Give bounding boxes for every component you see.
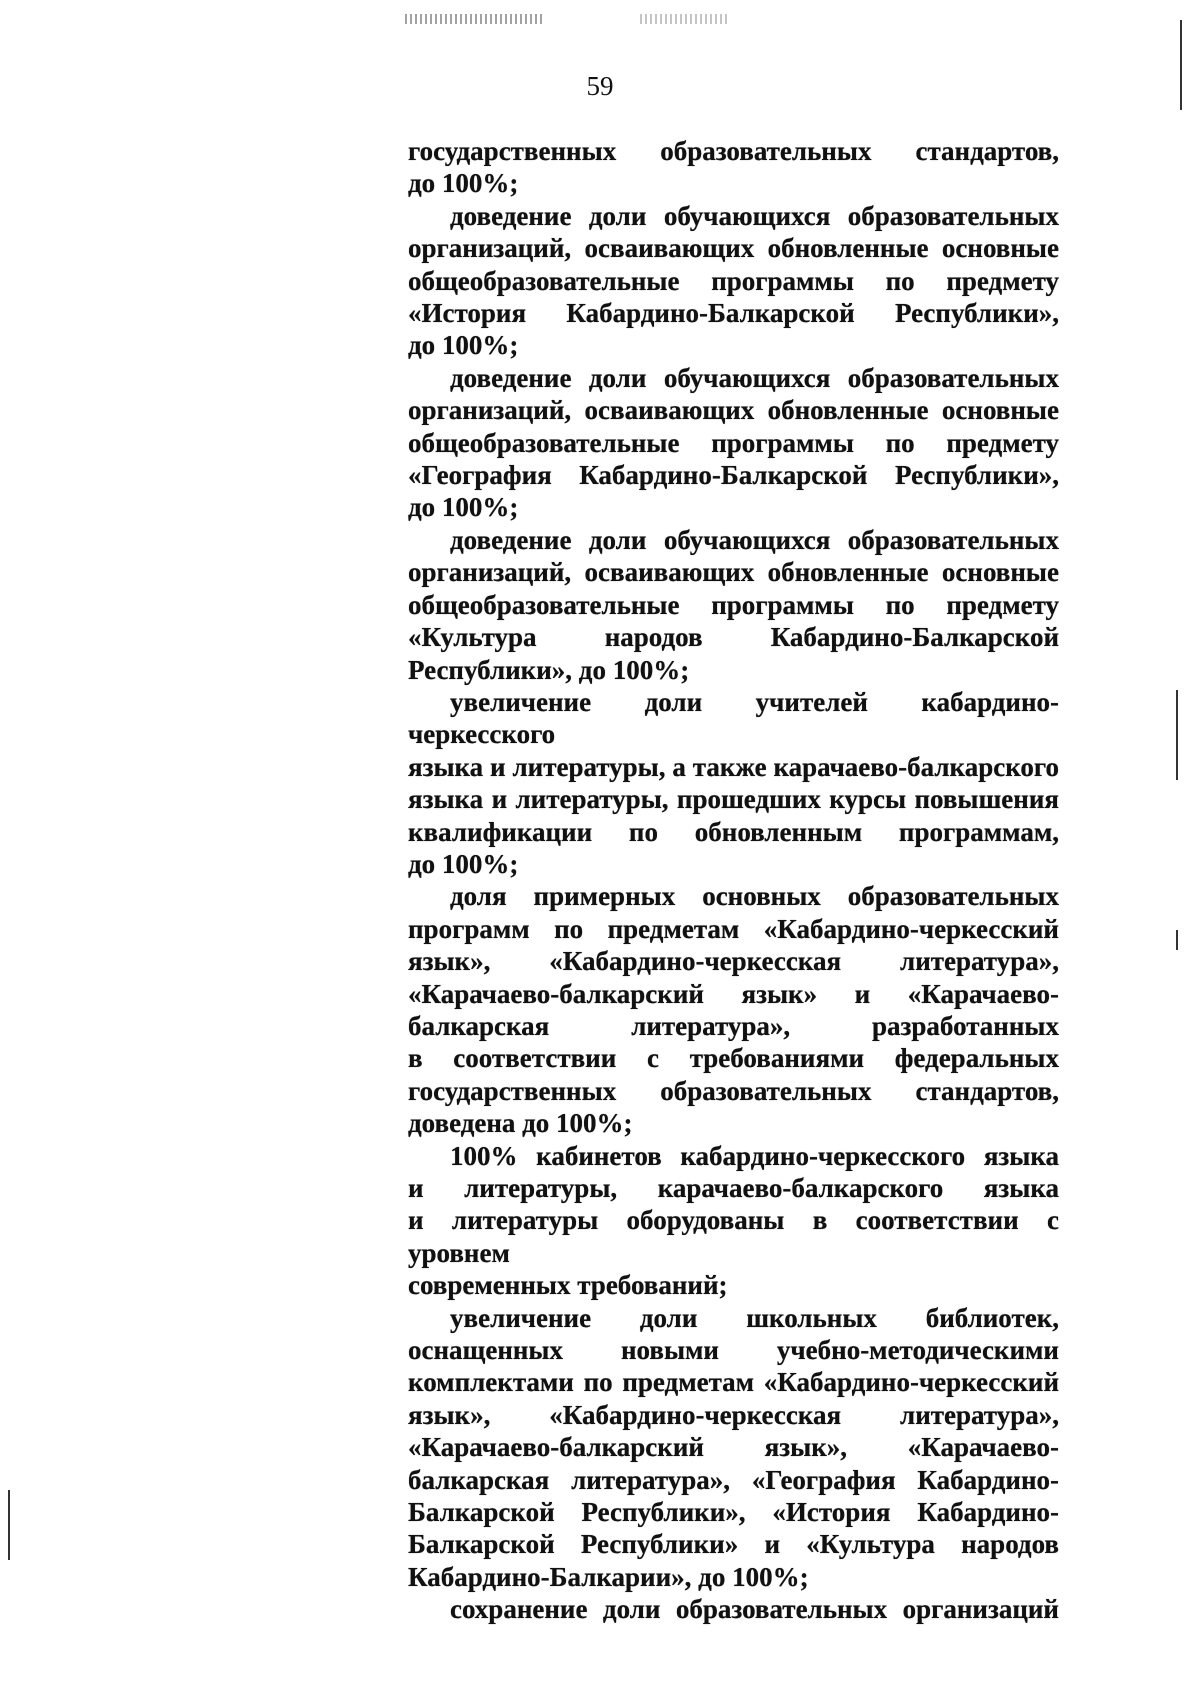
- text-line: увеличение доли учителей кабардино-черкесского: [408, 686, 1059, 750]
- text-line: доведение доли обучающихся образовательных: [450, 200, 1059, 231]
- text-line: языка и литературы, прошедших курсы повышения: [408, 784, 1059, 815]
- text-line: язык», «Кабардино-черкесская литература»,: [408, 1399, 1059, 1430]
- scan-smudge-right: [640, 14, 730, 24]
- text-line: балкарская литература», «География Кабардино-: [408, 1464, 1059, 1495]
- text-line: оснащенных новыми учебно-методическими: [408, 1335, 1059, 1366]
- text-line: Балкарской Республики» и «Культура народов: [408, 1529, 1059, 1560]
- text-line: общеобразовательные программы по предмету: [408, 427, 1059, 458]
- text-line: «Карачаево-балкарский язык» и «Карачаево-: [408, 978, 1059, 1009]
- text-line: «Культура народов Кабардино-Балкарской: [408, 622, 1059, 653]
- scan-smudge-left: [405, 14, 545, 24]
- text-line: до 100%;: [408, 168, 519, 199]
- document-body: [408, 135, 1059, 1626]
- text-line: до 100%;: [408, 848, 519, 879]
- text-line: «География Кабардино-Балкарской Республики»,: [408, 460, 1059, 491]
- text-line: сохранение доли образовательных организаций: [450, 1594, 1059, 1625]
- text-line: «История Кабардино-Балкарской Республики»,: [408, 298, 1059, 329]
- text-line: доведение доли обучающихся образовательных: [450, 362, 1059, 393]
- text-line: до 100%;: [408, 492, 519, 523]
- text-line: программ по предметам «Кабардино-черкесский: [408, 913, 1059, 944]
- scan-edge-line-low: [1176, 930, 1178, 950]
- text-line: Кабардино-Балкарии», до 100%;: [408, 1561, 809, 1592]
- text-line: до 100%;: [408, 330, 519, 361]
- text-line: общеобразовательные программы по предмету: [408, 265, 1059, 296]
- text-line: организаций, осваивающих обновленные основные: [408, 233, 1059, 264]
- scan-edge-line-left: [8, 1490, 10, 1560]
- text-line: доведена до 100%;: [408, 1108, 633, 1139]
- text-line: государственных образовательных стандартов,: [408, 136, 1059, 166]
- text-line: организаций, осваивающих обновленные основные: [408, 395, 1059, 426]
- scan-edge-line-mid: [1176, 690, 1178, 780]
- text-line: доля примерных основных образовательных: [450, 881, 1059, 912]
- text-line: увеличение доли школьных библиотек,: [450, 1302, 1059, 1333]
- text-line: современных требований;: [408, 1270, 728, 1301]
- text-line: Балкарской Республики», «История Кабардино-: [408, 1497, 1059, 1528]
- text-line: 100% кабинетов кабардино-черкесского языка: [450, 1140, 1059, 1171]
- text-line: языка и литературы, а также карачаево-балкарского: [408, 751, 1059, 782]
- text-line: общеобразовательные программы по предмету: [408, 589, 1059, 620]
- page-number: 59: [586, 71, 614, 101]
- text-line: государственных образовательных стандартов,: [408, 1075, 1059, 1106]
- text-line: балкарская литература», разработанных: [408, 1010, 1059, 1041]
- text-line: организаций, осваивающих обновленные основные: [408, 557, 1059, 588]
- text-line: «Карачаево-балкарский язык», «Карачаево-: [408, 1432, 1059, 1463]
- text-line: комплектами по предметам «Кабардино-черкесский: [408, 1367, 1059, 1398]
- text-line: Республики», до 100%;: [408, 654, 690, 685]
- text-line: и литературы, карачаево-балкарского языка: [408, 1173, 1059, 1203]
- text-line: и литературы оборудованы в соответствии с уровнем: [408, 1205, 1059, 1268]
- text-line: доведение доли обучающихся образовательных: [450, 524, 1059, 555]
- text-line: квалификации по обновленным программам,: [408, 816, 1059, 847]
- text-line: язык», «Кабардино-черкесская литература»,: [408, 946, 1059, 977]
- text-line: в соответствии с требованиями федеральных: [408, 1043, 1059, 1074]
